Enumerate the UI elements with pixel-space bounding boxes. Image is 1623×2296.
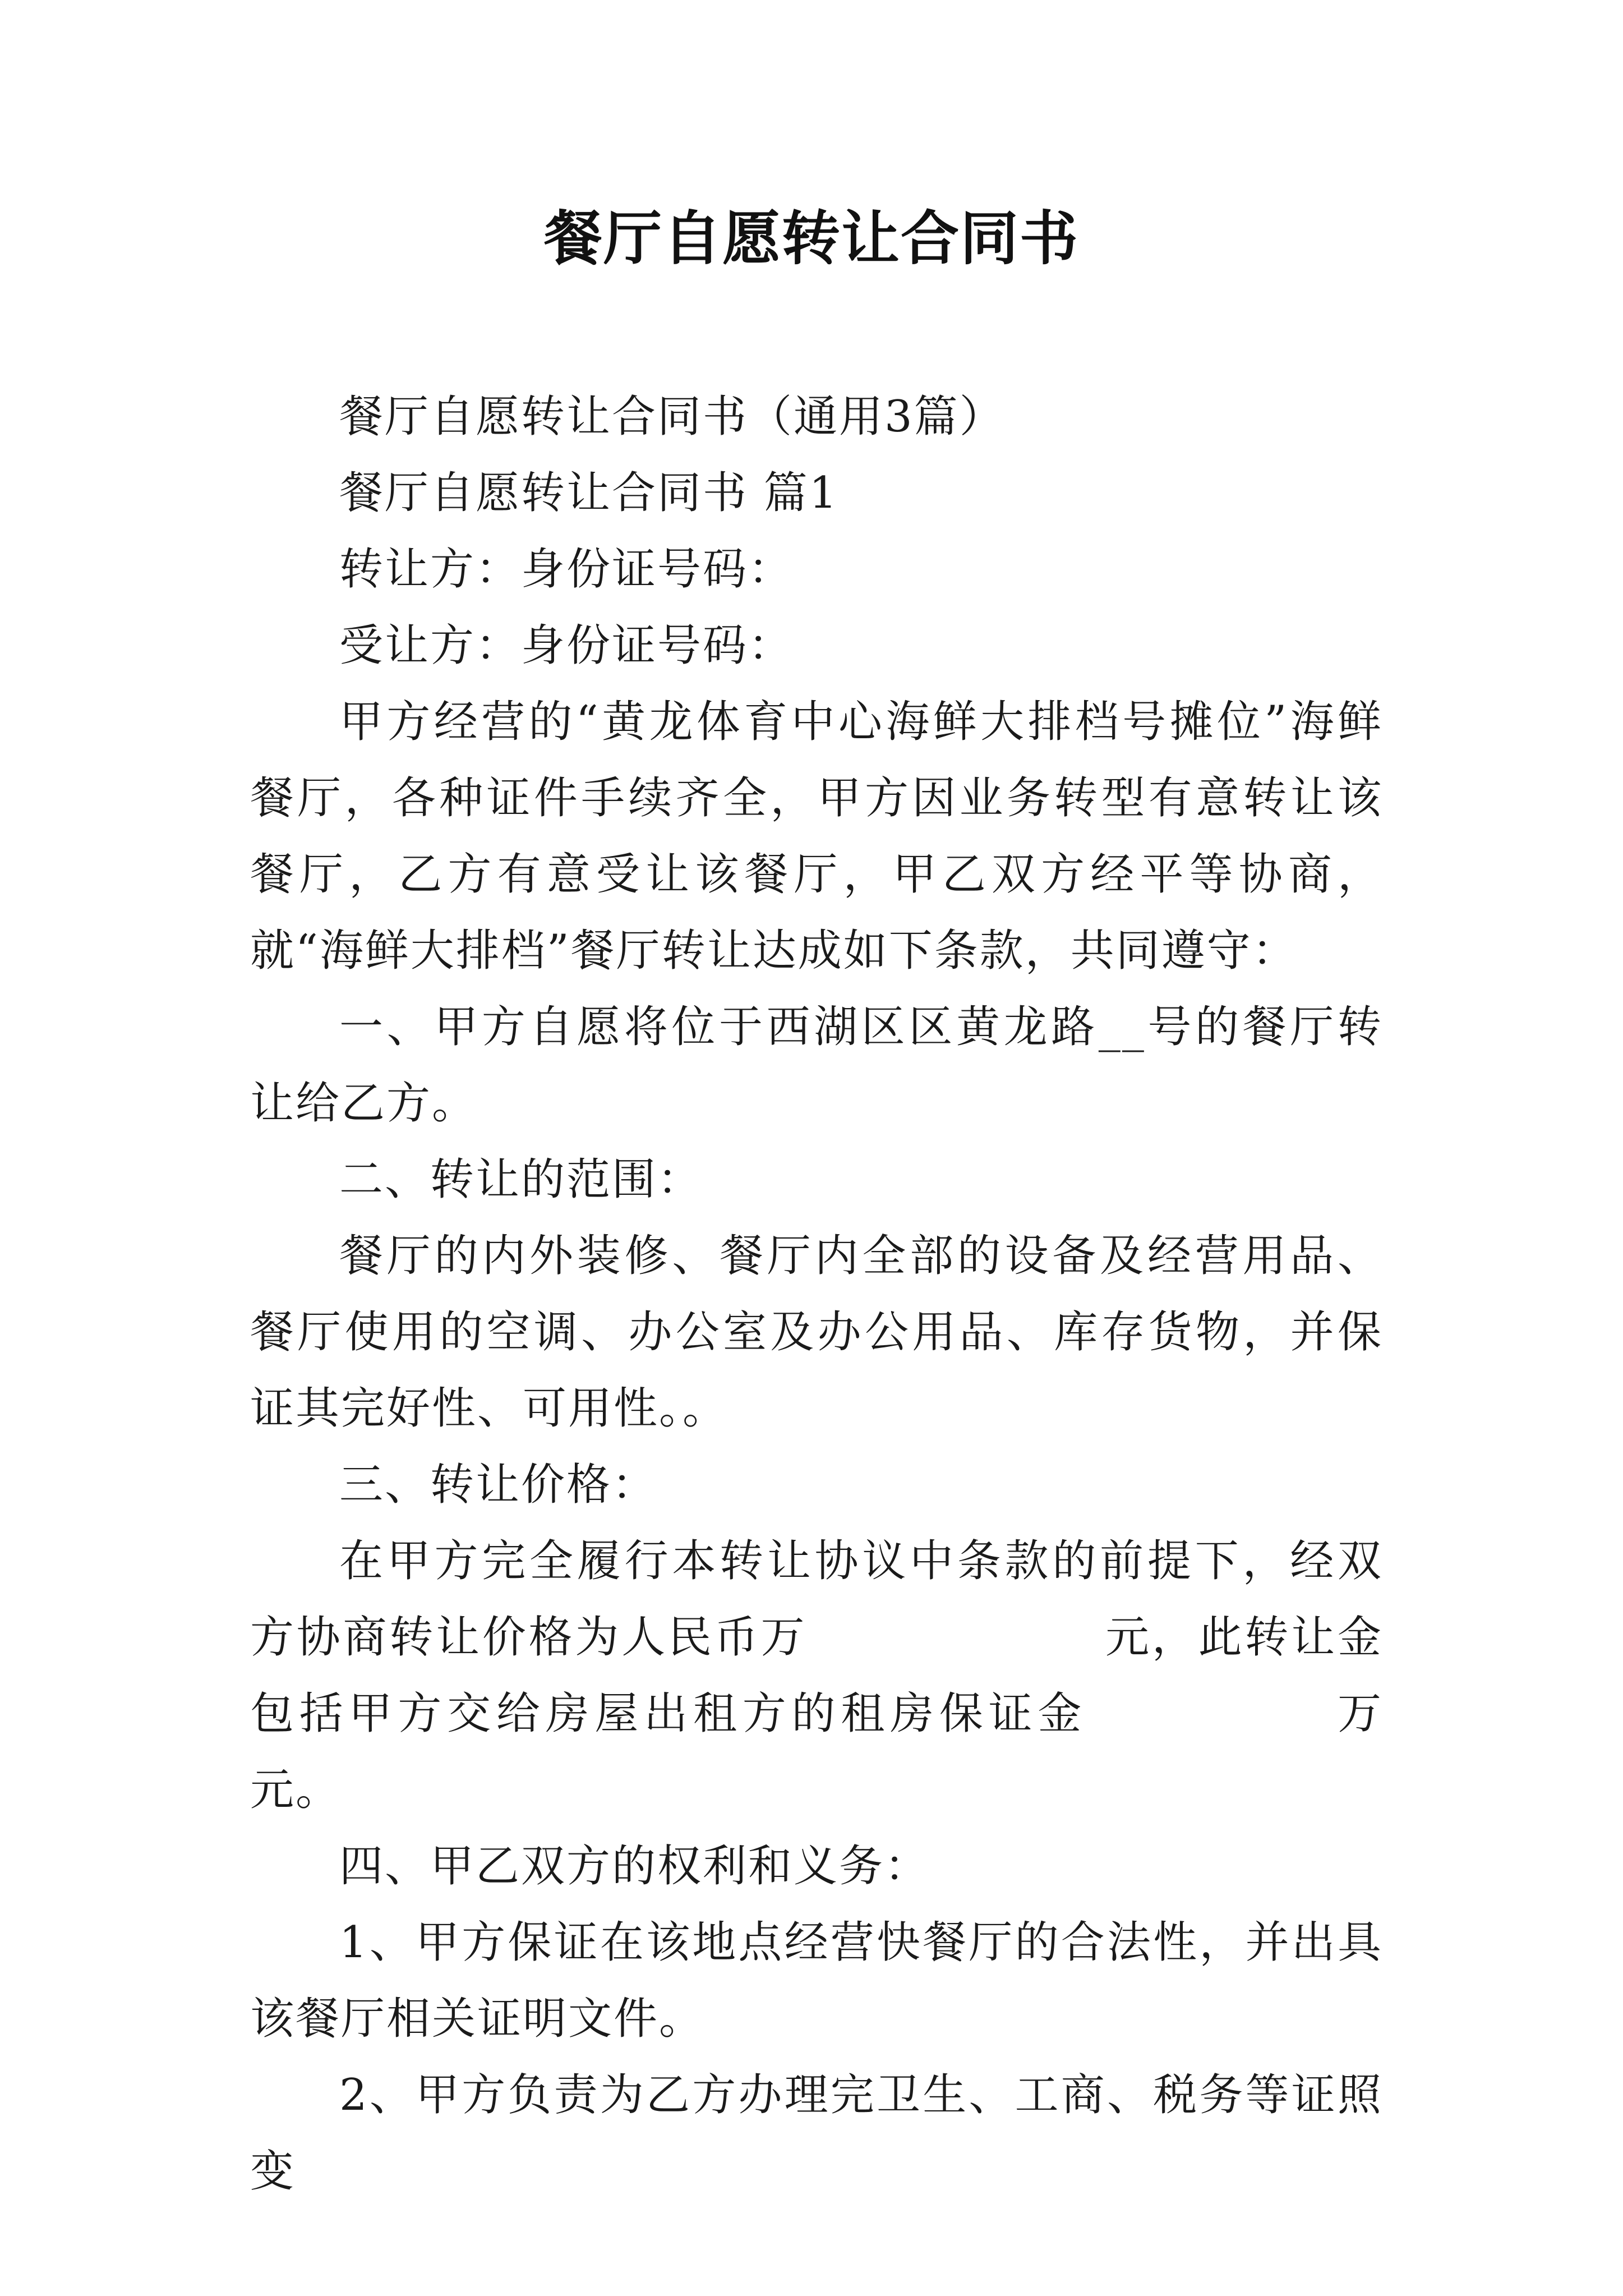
clause-4-item-2: 2、甲方负责为乙方办理完卫生、工商、税务等证照变 [250,2070,1383,2197]
clause-3-part3: 万元。 [250,1688,1383,1815]
transferee-line: 受让方：身份证号码： [339,620,794,671]
document-body [250,379,1383,2210]
document-title: 餐厅自愿转让合同书 [543,204,1079,273]
intro-paragraph: 甲方经营的“黄龙体育中心海鲜大排档号摊位”海鲜餐厅，各种证件手续齐全，甲方因业务转型有意转让该餐厅，乙方有意受让该餐厅，甲乙双方经平等协商，就“海鲜大排档”餐厅转让达成如下条款，共同遵守： [250,697,1383,976]
transferor-line: 转让方：身份证号码： [339,544,794,595]
part-heading: 餐厅自愿转让合同书 篇1 [339,468,839,518]
clause-1 [250,989,1383,1142]
clause-2-heading: 二、转让的范围： [339,1154,703,1205]
clause-1-before: 一、甲方自愿将位于西湖区区黄龙路 [339,1002,1099,1052]
clause-1-blank: __ [1098,1002,1146,1052]
clause-4-item-1: 1、甲方保证在该地点经营快餐厅的合法性，并出具该餐厅相关证明文件。 [250,1917,1383,2044]
clause-3-heading: 三、转让价格： [339,1460,658,1510]
clause-3-text [250,1523,1383,1828]
clause-2-text: 餐厅的内外装修、餐厅内全部的设备及经营用品、餐厅使用的空调、办公室及办公用品、库存货物，并保证其完好性、可用性。。 [250,1231,1383,1434]
clause-1-after: 号的餐厅转让给乙方。 [250,1002,1383,1129]
subtitle: 餐厅自愿转让合同书（通用3篇） [339,392,1005,442]
clause-4-heading: 四、甲乙双方的权利和义务： [339,1841,930,1892]
clause-3-part2: 元，此转让金包括甲方交给房屋出租方的租房保证金 [250,1612,1383,1739]
clause-3-part1: 在甲方完全履行本转让协议中条款的前提下，经双方协商转让价格为人民币万 [250,1536,1383,1663]
